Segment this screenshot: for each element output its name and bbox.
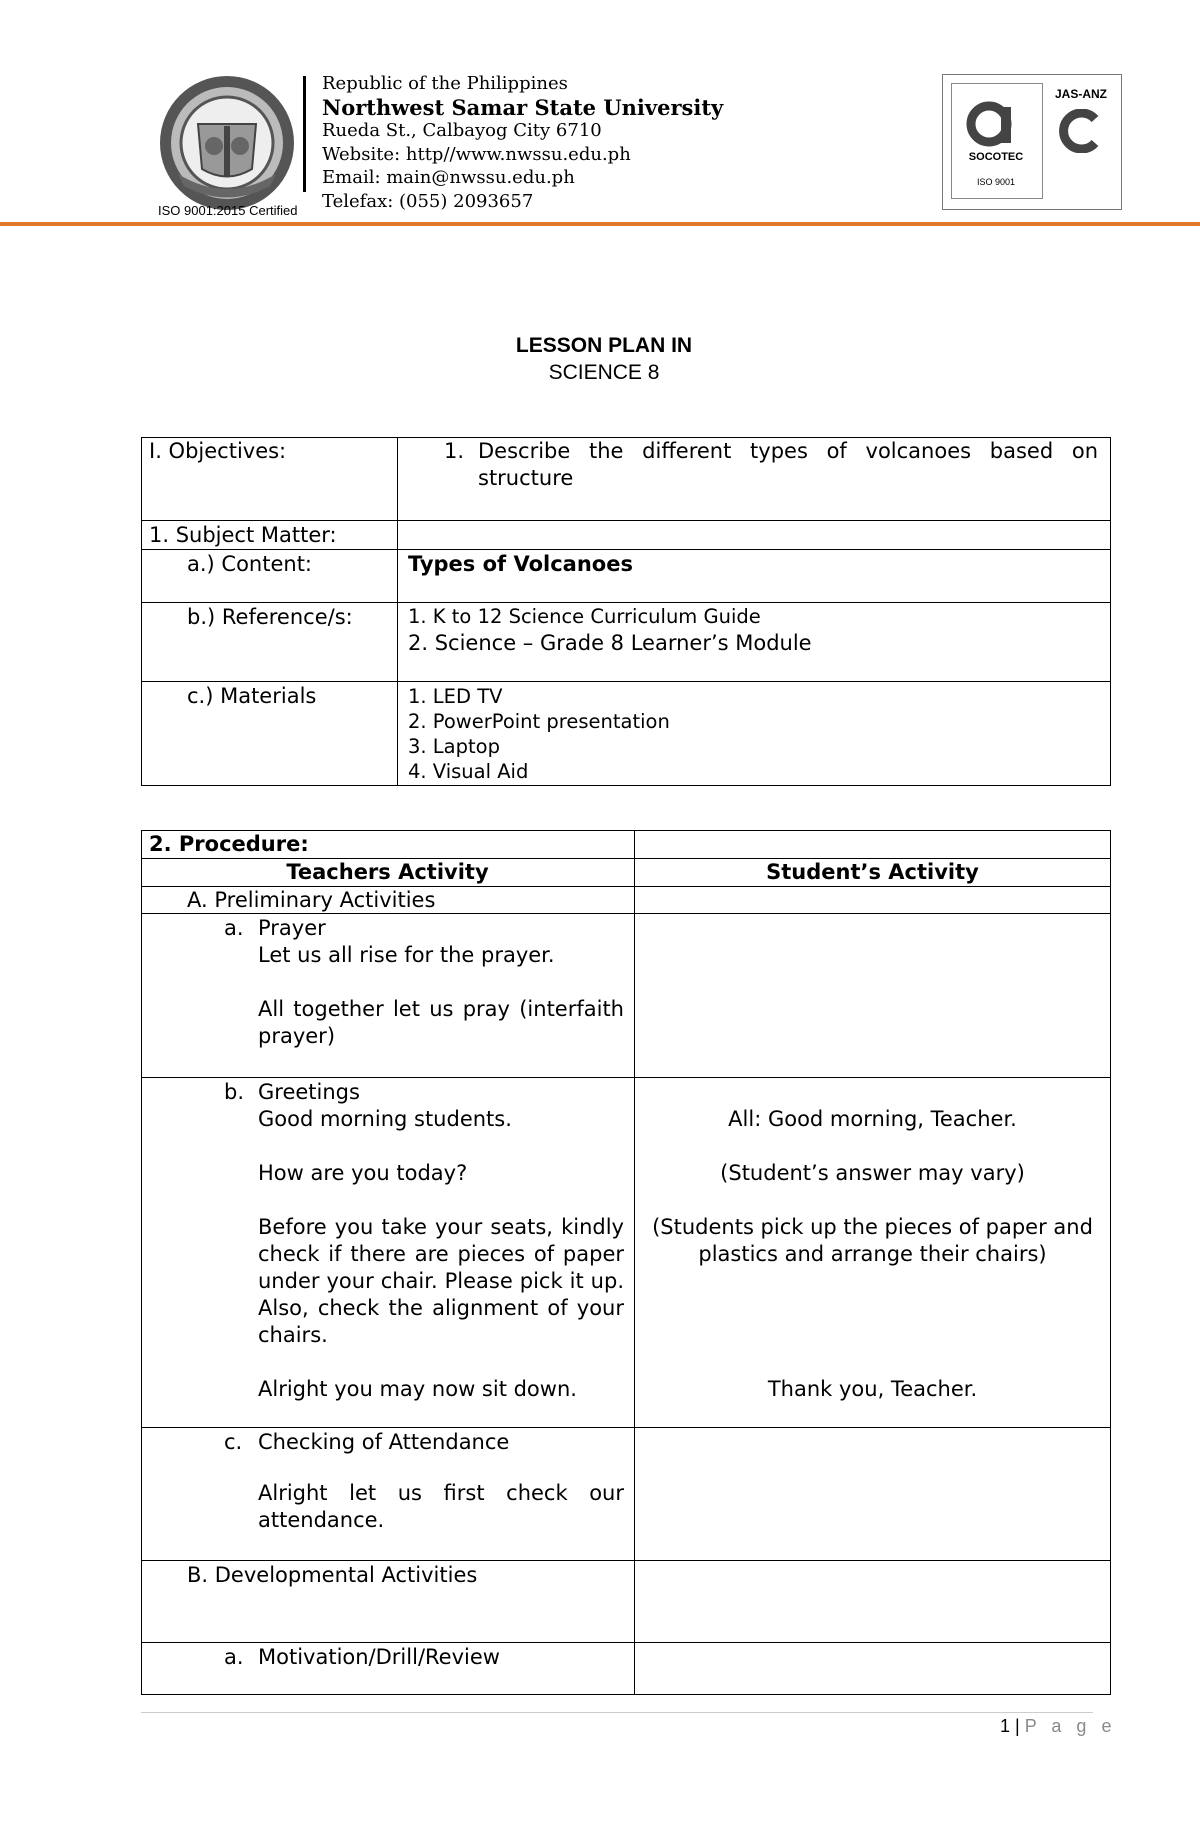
country: Republic of the Philippines (322, 73, 568, 94)
email: Email: main@nwssu.edu.ph (322, 167, 575, 188)
materials-label: c.) Materials (187, 684, 317, 708)
material-item-3: 3. Laptop (408, 735, 500, 758)
attendance-line-1: Alright let us first check our (258, 1481, 624, 1505)
jasanz-label: JAS-ANZ (1055, 87, 1108, 101)
university-seal (158, 74, 296, 212)
attendance-letter: c. (224, 1430, 243, 1454)
motivation-title: Motivation/Drill/Review (258, 1645, 500, 1669)
objectives-label: I. Objectives: (149, 439, 287, 463)
greet-teacher-3c: under your chair. Please pick it up. (258, 1269, 624, 1293)
page-word: P a g e (1024, 1716, 1117, 1736)
students-activity-header: Student’s Activity (766, 860, 979, 884)
reference-item-1: 1. K to 12 Science Curriculum Guide (408, 605, 761, 628)
objective-number: 1. (444, 439, 465, 463)
greet-teacher-3a: Before you take your seats, kindly (258, 1215, 624, 1239)
greet-teacher-2: How are you today? (258, 1161, 468, 1185)
page-separator: | (1015, 1716, 1020, 1736)
objective-line-2: structure (478, 466, 574, 490)
lesson-plan-title: LESSON PLAN IN (515, 334, 693, 357)
greet-teacher-3d: Also, check the alignment of your (258, 1296, 624, 1320)
reference-item-2: 2. Science – Grade 8 Learner’s Module (408, 631, 812, 655)
greetings-letter: b. (224, 1080, 245, 1104)
prayer-line-1: Let us all rise for the prayer. (258, 943, 555, 967)
reference-label: b.) Reference/s: (187, 605, 353, 629)
greet-student-1: All: Good morning, Teacher. (728, 1107, 1017, 1131)
greet-student-3b: plastics and arrange their chairs) (698, 1242, 1047, 1266)
attendance-line-2: attendance. (258, 1508, 385, 1532)
header-address-block (322, 72, 723, 213)
university-name: Northwest Samar State University (322, 94, 724, 120)
teachers-activity-header: Teachers Activity (286, 860, 489, 884)
header-rule (0, 222, 1200, 226)
socotec-label: SOCOTEC (968, 151, 1024, 163)
procedure-label: 2. Procedure: (149, 832, 309, 856)
content-value: Types of Volcanoes (408, 552, 633, 576)
certification-logos (942, 74, 1122, 210)
socotec-logo-icon (965, 99, 1027, 149)
telefax: Telefax: (055) 2093657 (322, 190, 534, 212)
prayer-title: Prayer (258, 916, 326, 940)
page-number (1000, 1716, 1116, 1737)
address: Rueda St., Calbayog City 6710 (322, 120, 602, 141)
header-divider (303, 76, 306, 192)
attendance-title: Checking of Attendance (258, 1430, 510, 1454)
page-num: 1 (1000, 1716, 1011, 1736)
lesson-plan-subject: SCIENCE 8 (548, 361, 660, 384)
iso-caption: ISO 9001:2015 Certified (158, 203, 298, 218)
prayer-line-2: All together let us pray (interfaith (258, 997, 624, 1021)
content-label: a.) Content: (187, 552, 313, 576)
greet-student-3a: (Students pick up the pieces of paper and (652, 1215, 1093, 1239)
prayer-letter: a. (224, 916, 244, 940)
jasanz-logo-icon (1057, 109, 1101, 153)
material-item-1: 1. LED TV (408, 685, 503, 708)
iso-label: ISO 9001 (976, 177, 1016, 187)
motivation-letter: a. (224, 1645, 244, 1669)
developmental-activities: B. Developmental Activities (187, 1563, 478, 1587)
greet-student-4: Thank you, Teacher. (767, 1377, 978, 1401)
prayer-line-3: prayer) (258, 1024, 336, 1048)
material-item-2: 2. PowerPoint presentation (408, 710, 670, 733)
preliminary-activities: A. Preliminary Activities (187, 888, 436, 912)
greetings-title: Greetings (258, 1080, 360, 1104)
subject-matter-label: 1. Subject Matter: (149, 523, 337, 547)
greet-teacher-1: Good morning students. (258, 1107, 512, 1131)
website: Website: http//www.nwssu.edu.ph (322, 143, 631, 165)
greet-teacher-3b: check if there are pieces of paper (258, 1242, 624, 1266)
greet-teacher-3e: chairs. (258, 1323, 328, 1347)
greet-teacher-4: Alright you may now sit down. (258, 1377, 577, 1401)
footer-rule (141, 1712, 1093, 1713)
material-item-4: 4. Visual Aid (408, 760, 529, 783)
greet-student-2: (Student’s answer may vary) (720, 1161, 1025, 1185)
objective-line-1: Describe the different types of volcanoes based on (478, 439, 1098, 463)
